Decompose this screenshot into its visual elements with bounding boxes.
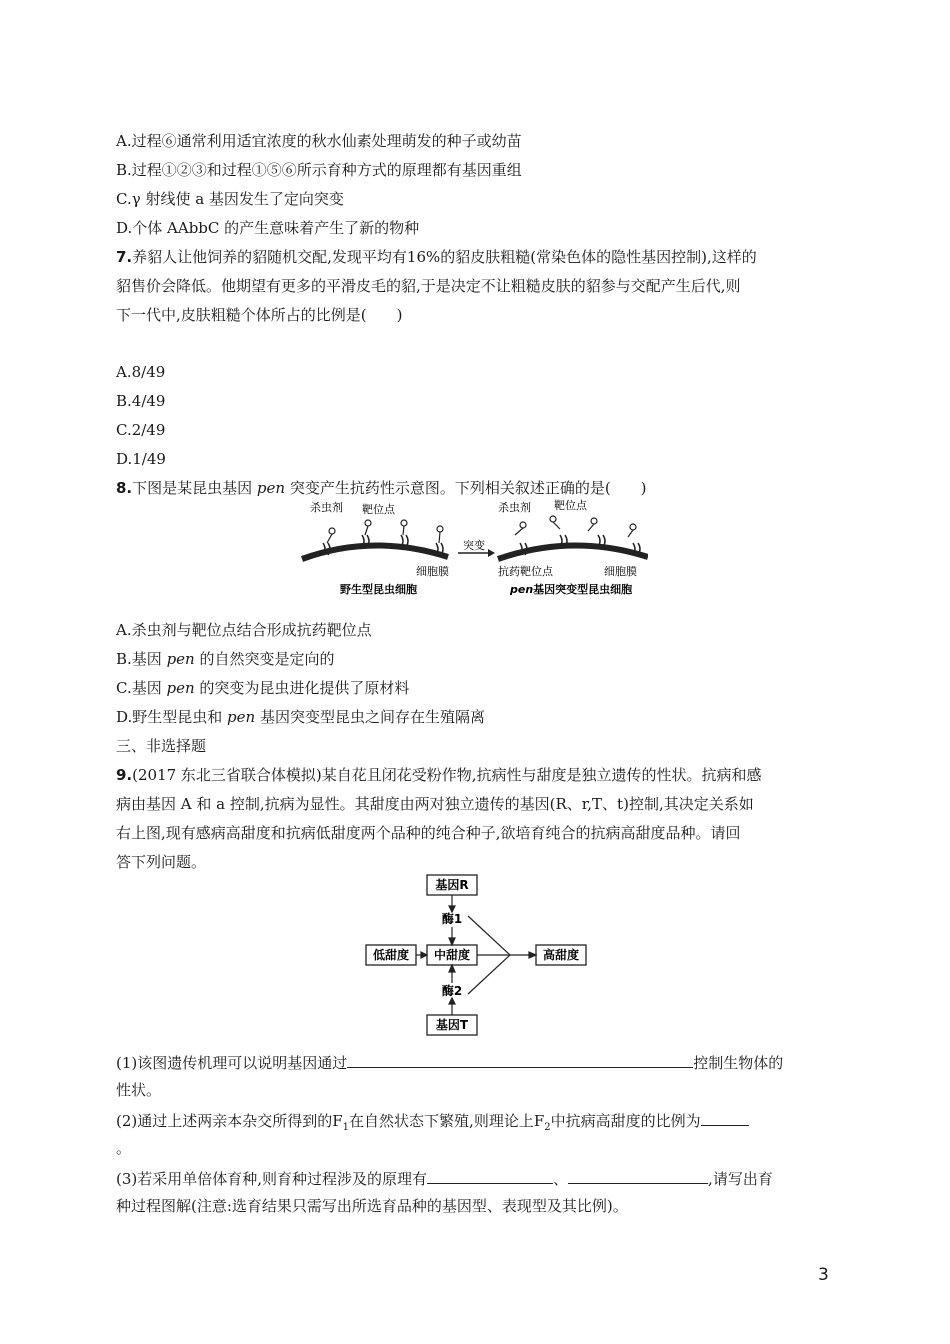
section-heading: 三、非选择题 [116,737,207,755]
q9-sub2-cont: 。 [116,1139,132,1157]
answer-blank-3[interactable] [427,1167,553,1184]
q9-number: 9. [116,766,133,784]
q8-option-b: B.基因 pen 的自然突变是定向的 [116,650,335,668]
left-target-label: 靶位点 [362,503,395,516]
answer-blank-4[interactable] [568,1167,708,1184]
left-caption: 野生型昆虫细胞 [340,583,417,596]
right-resistant-label: 抗药靶位点 [498,565,553,578]
answer-blank-2[interactable] [701,1109,749,1126]
q7-option-d: D.1/49 [116,450,166,468]
q8-option-a: A.杀虫剂与靶位点结合形成抗药靶位点 [116,621,372,639]
q7-stem-line-2: 貂售价会降低。他期望有更多的平滑皮毛的貂,于是决定不让粗糙皮肤的貂参与交配产生后代,则 [116,277,741,295]
answer-blank-1[interactable] [347,1051,693,1068]
q6-option-d: D.个体 AAbbC 的产生意味着产生了新的物种 [116,219,420,237]
arrow-label: 突变 [463,539,485,552]
right-insecticide-label: 杀虫剂 [498,501,531,514]
left-insecticide-label: 杀虫剂 [310,501,343,514]
gene-t-box: 基因T [435,1018,469,1032]
gene-r-box: 基因R [435,878,469,892]
q7-stem-line-3: 下一代中,皮肤粗糙个体所占的比例是( ) [116,306,403,324]
q8-number: 8. [116,479,133,497]
right-membrane-label: 细胞膜 [604,565,637,578]
right-caption: pen基因突变型昆虫细胞 [510,583,633,596]
q7-option-c: C.2/49 [116,421,166,439]
q7-number: 7. [116,248,133,266]
q9-stem-line-1: 9.(2017 东北三省联合体模拟)某自花且闭花受粉作物,抗病性与甜度是独立遗传的性状。抗病和感 [116,766,762,784]
mid-sweetness-box: 中甜度 [433,948,471,962]
high-sweetness-box: 高甜度 [542,948,580,962]
q7-stem-line-1: 7.养貂人让他饲养的貂随机交配,发现平均有16%的貂皮肤粗糙(常染色体的隐性基因控制),这样的 [116,248,757,266]
q8-option-d: D.野生型昆虫和 pen 基因突变型昆虫之间存在生殖隔离 [116,708,485,726]
q9-sub1: (1)该图遗传机理可以说明基因通过 控制生物体的 [116,1051,783,1073]
sweetness-diagram [360,870,595,1040]
q6-option-c: C.γ 射线使 a 基因发生了定向突变 [116,190,344,208]
right-target-label: 靶位点 [554,499,587,512]
q7-option-a: A.8/49 [116,363,166,381]
enzyme2-label: 酶2 [441,984,463,998]
pen-mutation-figure [298,497,648,597]
q8-option-c: C.基因 pen 的突变为昆虫进化提供了原材料 [116,679,410,697]
q9-sub1-cont: 性状。 [116,1081,162,1099]
q6-option-a: A.过程⑥通常利用适宜浓度的秋水仙素处理萌发的种子或幼苗 [116,132,522,150]
left-membrane-label: 细胞膜 [416,565,449,578]
q8-stem: 8.下图是某昆虫基因 pen 突变产生抗药性示意图。下列相关叙述正确的是( ) [116,479,647,497]
enzyme1-label: 酶1 [441,912,463,926]
low-sweetness-box: 低甜度 [372,948,410,962]
q9-sub3: (3)若采用单倍体育种,则育种过程涉及的原理有 、 ,请写出育 [116,1167,773,1189]
q9-sub2: (2)通过上述两亲本杂交所得到的$F_1$在自然状态下繁殖,则理论上$F_2$中抗病高甜度的比例为 [116,1109,749,1138]
q9-stem-line-3: 右上图,现有感病高甜度和抗病低甜度两个品种的纯合种子,欲培育纯合的抗病高甜度品种。请回 [116,824,741,842]
q9-sub3-cont: 种过程图解(注意:选育结果只需写出所选育品种的基因型、表现型及其比例)。 [116,1197,628,1215]
q7-option-b: B.4/49 [116,392,166,410]
q9-stem-line-2: 病由基因 A 和 a 控制,抗病为显性。其甜度由两对独立遗传的基因(R、r,T、t)控制,其决定关系如 [116,795,754,813]
q9-stem-line-4: 答下列问题。 [116,853,207,871]
page-number: 3 [818,1265,829,1285]
q6-option-b: B.过程①②③和过程①⑤⑥所示育种方式的原理都有基因重组 [116,161,522,179]
